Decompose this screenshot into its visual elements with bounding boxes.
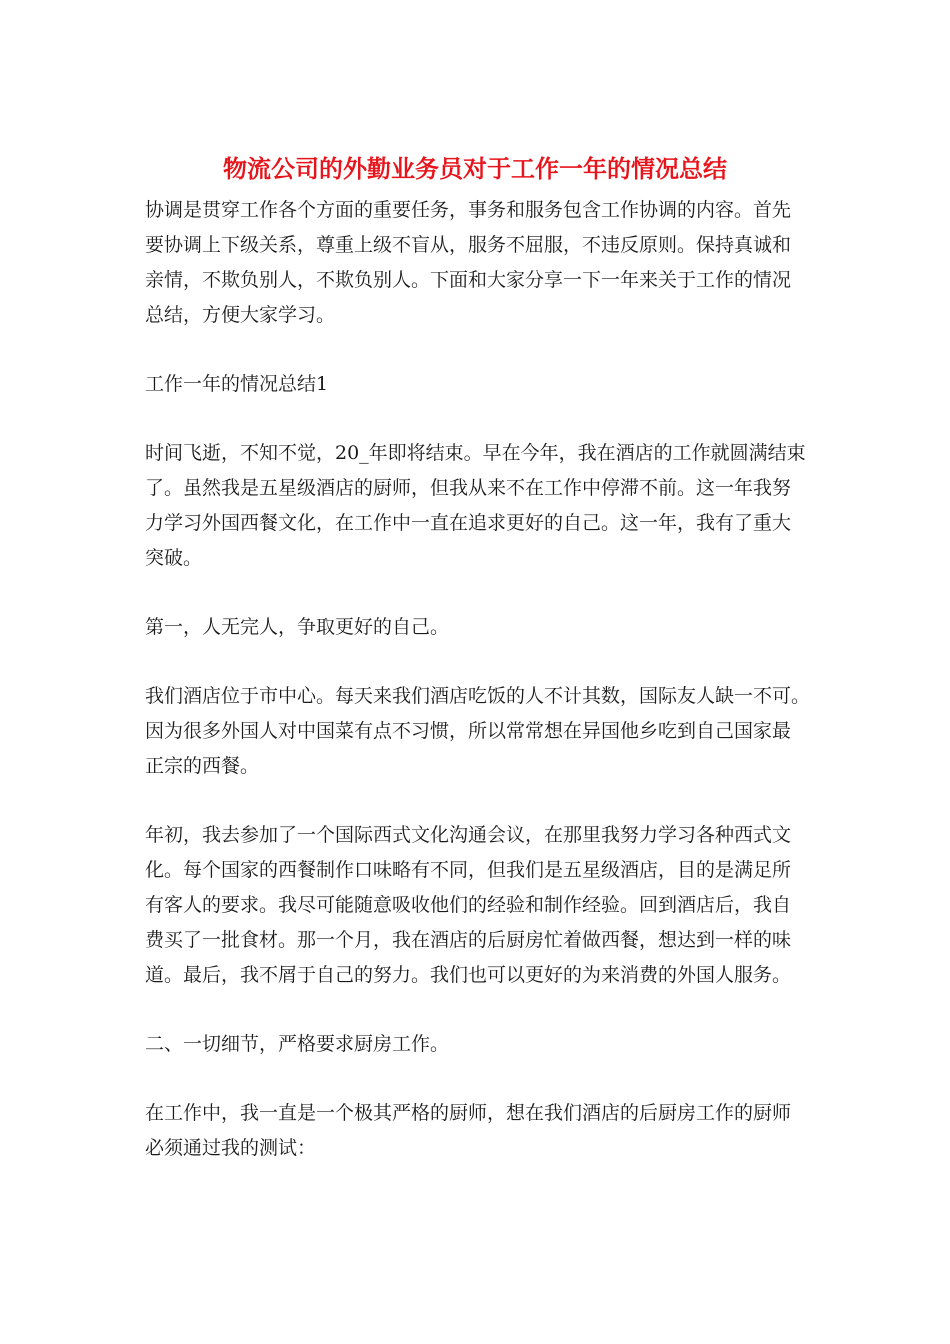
text-line: 力学习外国西餐文化，在工作中一直在追求更好的自己。这一年，我有了重大 (145, 512, 792, 534)
document-title: 物流公司的外勤业务员对于工作一年的情况总结 (223, 154, 727, 183)
section-heading (145, 367, 813, 402)
text-line: 了。虽然我是五星级酒店的厨师，但我从来不在工作中停滞不前。这一年我努 (145, 477, 792, 499)
text-line: 亲情，不欺负别人，不欺负别人。下面和大家分享一下一年来关于工作的情况 (145, 269, 792, 291)
document-body (145, 193, 813, 1200)
text-line: 突破。 (145, 547, 203, 569)
paragraph (145, 1096, 813, 1166)
text-line: 必须通过我的测试： (145, 1137, 317, 1159)
text-line: 协调是贯穿工作各个方面的重要任务，事务和服务包含工作协调的内容。首先 (145, 199, 792, 221)
text-line: 第一，人无完人，争取更好的自己。 (145, 616, 450, 638)
text-line: 有客人的要求。我尽可能随意吸收他们的经验和制作经验。回到酒店后，我自 (145, 894, 792, 916)
text-line: 总结，方便大家学习。 (145, 304, 336, 326)
text-line: 要协调上下级关系，尊重上级不盲从，服务不屈服，不违反原则。保持真诚和 (145, 234, 792, 256)
paragraph (145, 436, 813, 576)
paragraph-intro (145, 193, 813, 333)
text-line: 工作一年的情况总结1 (145, 373, 329, 395)
text-line: 在工作中，我一直是一个极其严格的厨师，想在我们酒店的后厨房工作的厨师 (145, 1102, 792, 1124)
paragraph (145, 818, 813, 993)
text-line: 时间飞逝，不知不觉，20_年即将结束。早在今年，我在酒店的工作就圆满结束 (145, 442, 806, 464)
text-line: 费买了一批食材。那一个月，我在酒店的后厨房忙着做西餐，想达到一样的味 (145, 929, 792, 951)
point-heading (145, 610, 813, 645)
text-line: 因为很多外国人对中国菜有点不习惯，所以常常想在异国他乡吃到自己国家最 (145, 720, 792, 742)
text-line: 正宗的西餐。 (145, 755, 260, 777)
text-line: 我们酒店位于市中心。每天来我们酒店吃饭的人不计其数，国际友人缺一不可。 (145, 685, 811, 707)
text-line: 年初，我去参加了一个国际西式文化沟通会议，在那里我努力学习各种西式文 (145, 824, 792, 846)
paragraph (145, 679, 813, 784)
text-line: 道。最后，我不屑于自己的努力。我们也可以更好的为来消费的外国人服务。 (145, 964, 792, 986)
text-line: 化。每个国家的西餐制作口味略有不同，但我们是五星级酒店，目的是满足所 (145, 859, 792, 881)
point-heading (145, 1027, 813, 1062)
text-line: 二、一切细节，严格要求厨房工作。 (145, 1033, 450, 1055)
